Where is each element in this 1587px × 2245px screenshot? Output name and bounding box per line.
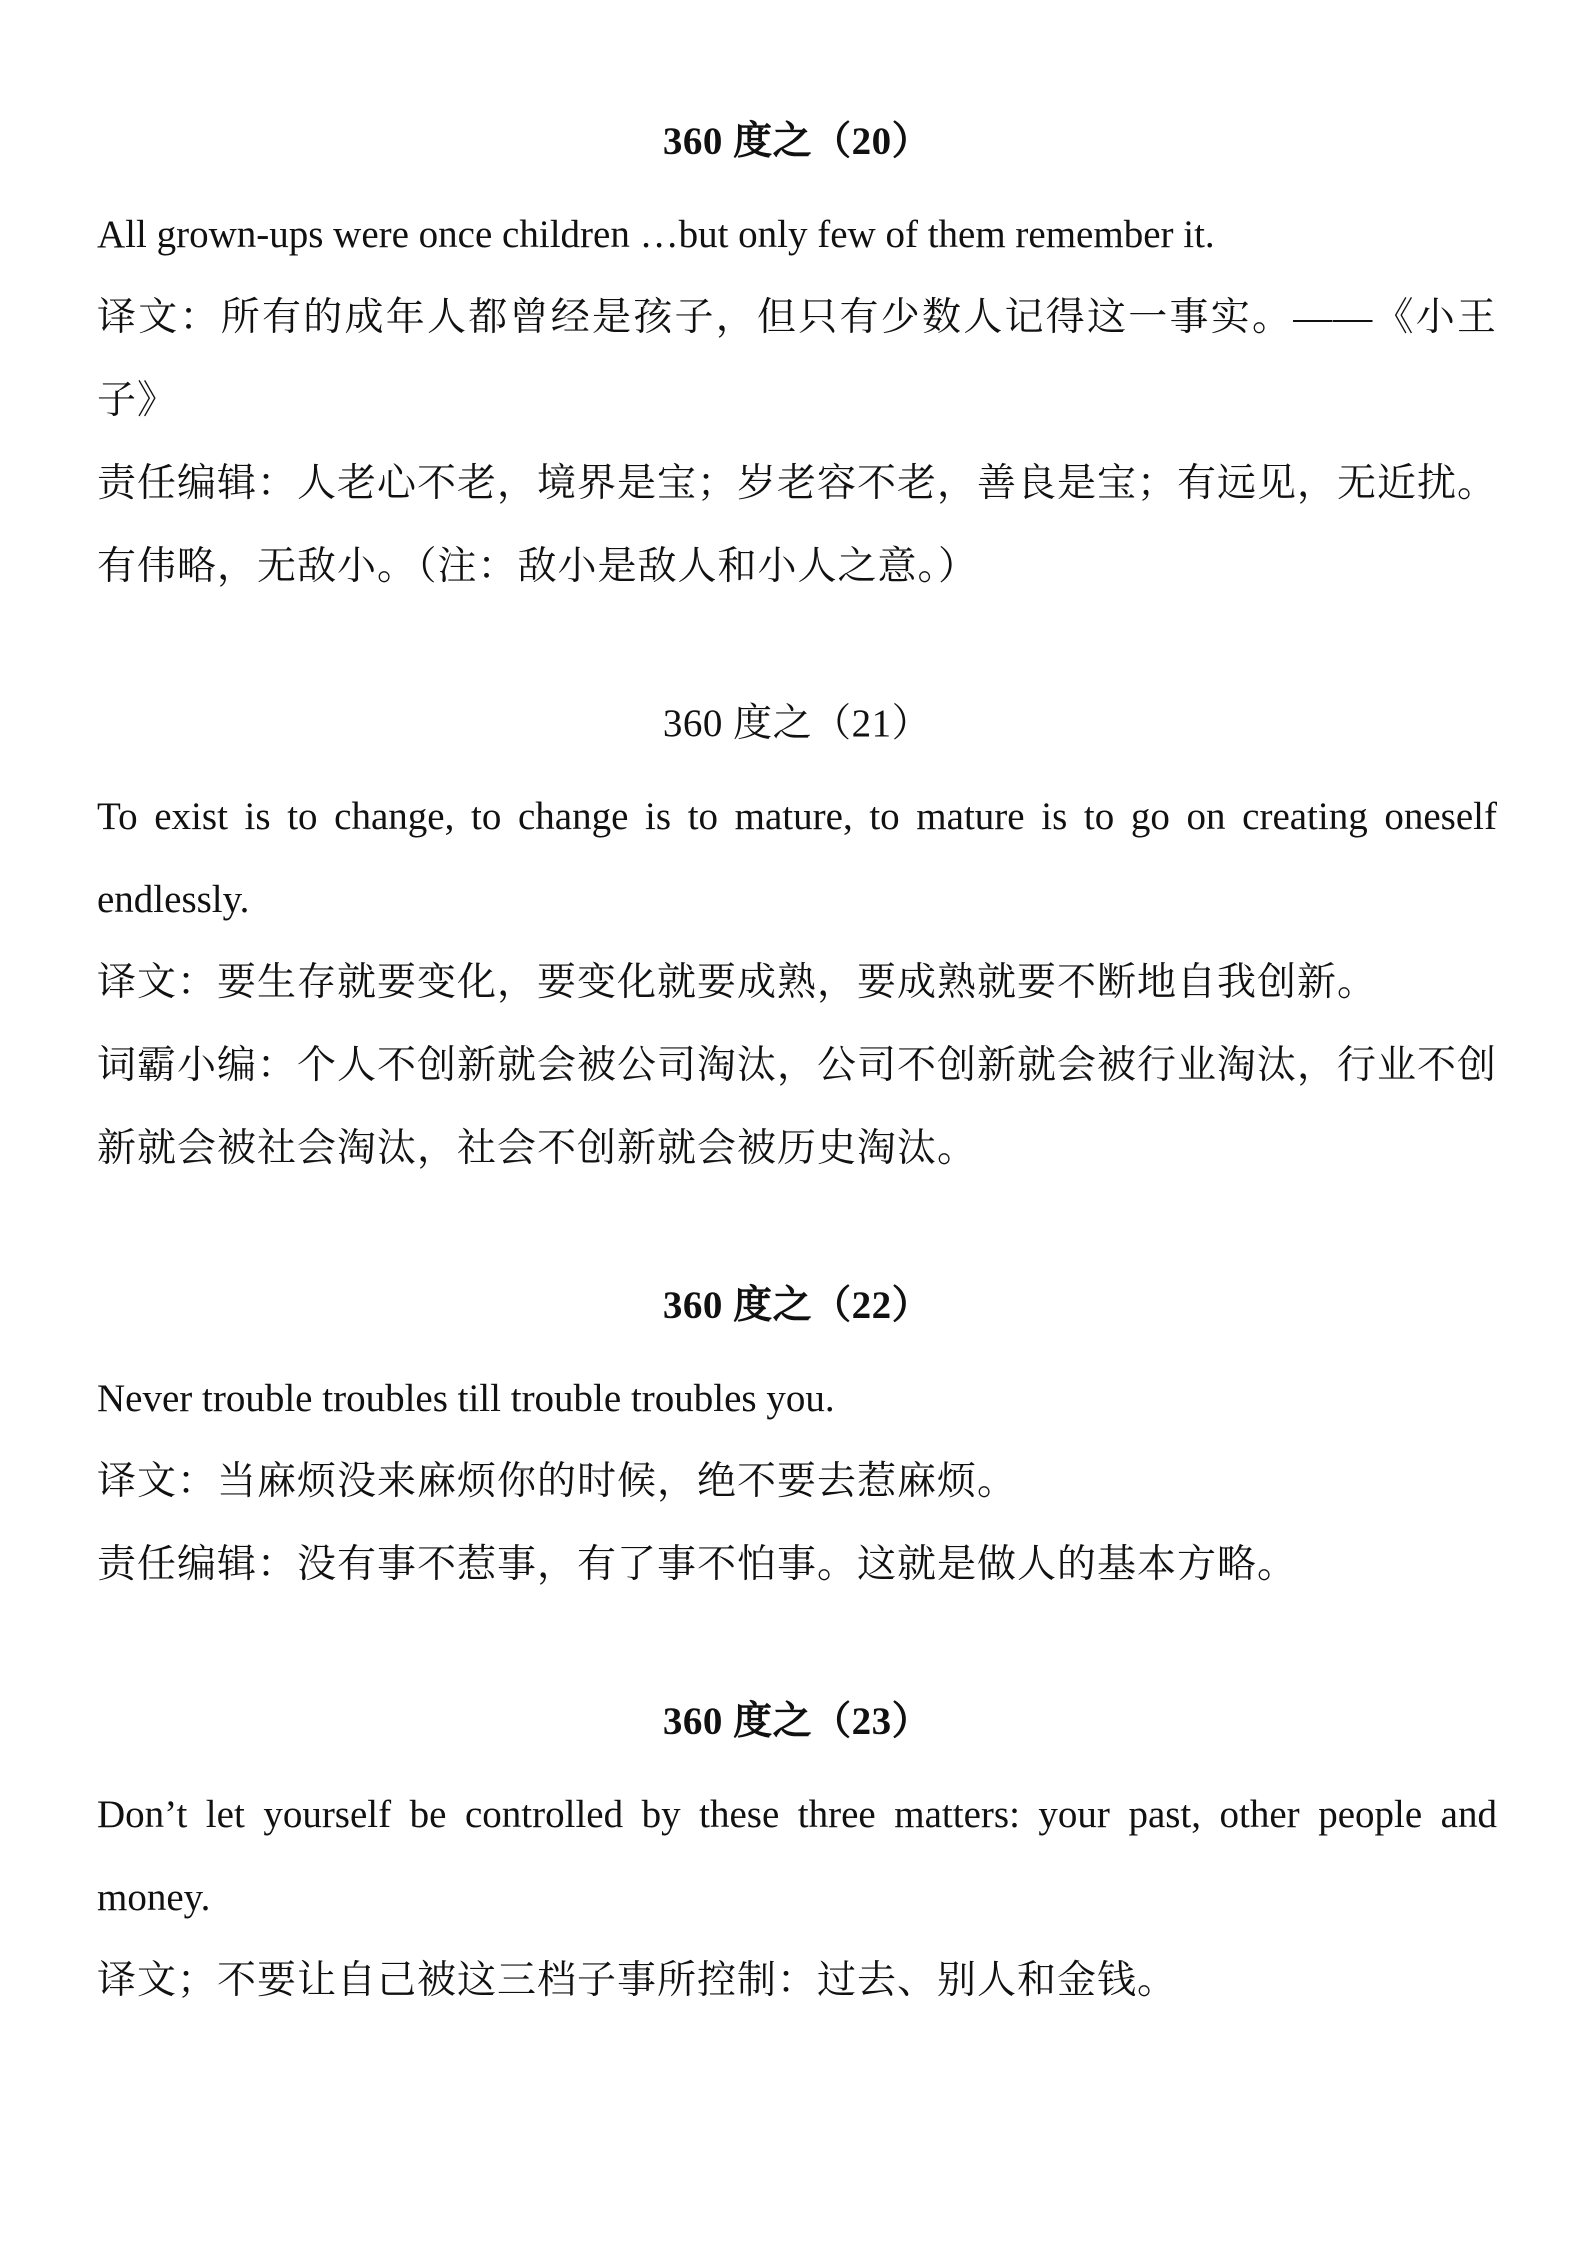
quote-section-21 [97,692,1497,1190]
quote-section-23 [97,1690,1497,2022]
section-heading: 360 度之（21） [662,702,932,745]
quote-section-22 [97,1274,1497,1606]
chinese-translation: 译文；不要让自己被这三档子事所控制：过去、别人和金钱。 [97,1959,1178,2002]
section-heading: 360 度之（22） [662,1284,932,1327]
quote-section-20 [97,110,1497,608]
editor-comment: 责任编辑：人老心不老，境界是宝；岁老容不老，善良是宝；有远见，无近扰。有伟略，无敌小。（注：敌小是敌人和小人之意。） [97,462,1498,588]
english-quote: Don’t let yourself be controlled by these three matters: your past, other people and money. [97,1793,1497,1919]
english-quote: Never trouble troubles till trouble troubles you. [97,1377,835,1420]
english-quote: To exist is to change, to change is to mature, to mature is to go on creating oneself endlessly. [97,795,1497,921]
english-quote: All grown-ups were once children …but only few of them remember it. [97,213,1215,256]
section-heading: 360 度之（20） [662,120,932,163]
editor-comment: 责任编辑：没有事不惹事，有了事不怕事。这就是做人的基本方略。 [97,1543,1298,1586]
chinese-translation: 译文：所有的成年人都曾经是孩子，但只有少数人记得这一事实。——《小王子》 [97,296,1497,422]
editor-comment: 词霸小编：个人不创新就会被公司淘汰，公司不创新就会被行业淘汰，行业不创新就会被社会淘汰，社会不创新就会被历史淘汰。 [97,1044,1498,1170]
section-heading: 360 度之（23） [662,1700,932,1743]
chinese-translation: 译文：要生存就要变化，要变化就要成熟，要成熟就要不断地自我创新。 [97,961,1378,1004]
chinese-translation: 译文：当麻烦没来麻烦你的时候，绝不要去惹麻烦。 [97,1460,1018,1503]
document-page [97,110,1497,2022]
